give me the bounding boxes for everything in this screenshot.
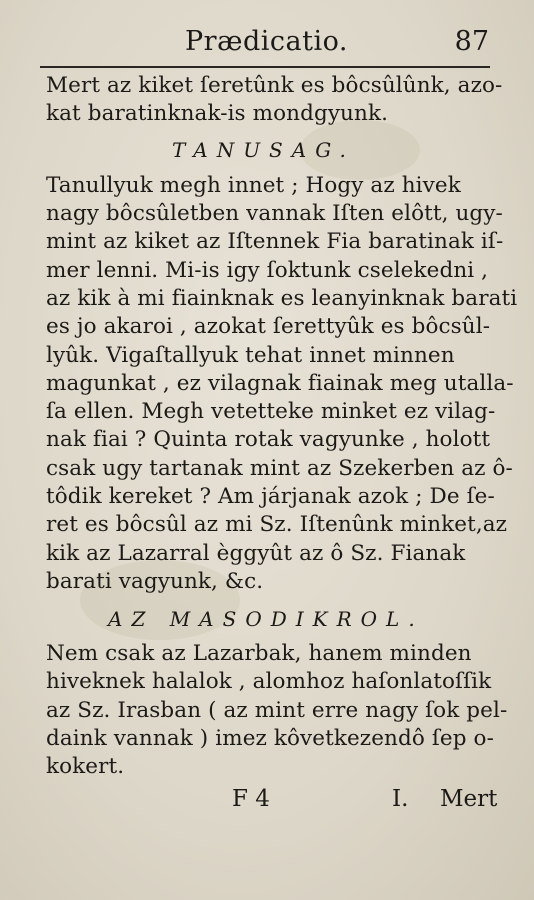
text-line: mer lenni. Mi-is igy ſoktunk cselekedni , bbox=[46, 258, 489, 283]
text-line: kokert. bbox=[46, 754, 125, 779]
footer-numeral: I. bbox=[392, 786, 409, 812]
text-line: Mert az kiket ſeretûnk es bôcsûlûnk, azo- bbox=[46, 73, 503, 98]
text-line: magunkat , ez vilagnak fiainak meg utalla- bbox=[46, 371, 514, 396]
text-line: barati vagyunk, &c. bbox=[46, 569, 264, 594]
page-number: 87 bbox=[454, 26, 489, 57]
text-line: nak fiai ? Quinta rotak vagyunke , holott bbox=[46, 427, 491, 452]
text-line: hiveknek halalok , alomhoz haſonlatoſſik bbox=[46, 669, 492, 694]
text-line: kik az Lazarral èggyût az ô Sz. Fianak bbox=[46, 541, 466, 566]
text-line: ſa ellen. Megh vetetteke minket ez vilag- bbox=[46, 399, 496, 424]
text-line: Tanullyuk megh innet ; Hogy az hivek bbox=[46, 173, 461, 198]
section-heading-masodikrol: AZ MASODIKROL. bbox=[108, 607, 424, 631]
header-rule bbox=[40, 66, 490, 68]
running-title: Prædicatio. bbox=[185, 26, 348, 57]
text-line: es jo akaroi , azokat ſerettyûk es bôcsûl- bbox=[46, 314, 491, 339]
text-line: ret es bôcsûl az mi Sz. Iſtenûnk minket,az bbox=[46, 512, 508, 537]
text-line: lyûk. Vigaſtallyuk tehat innet minnen bbox=[46, 343, 455, 368]
page-header bbox=[40, 22, 495, 62]
text-line: daink vannak ) imez kôvetkezendô ſep o- bbox=[46, 726, 494, 751]
text-line: csak ugy tartanak mint az Szekerben az ô- bbox=[46, 456, 513, 481]
text-line: nagy bôcsûletben vannak Iſten elôtt, ugy- bbox=[46, 201, 503, 226]
text-line: az Sz. Irasban ( az mint erre nagy ſok pel- bbox=[46, 698, 508, 723]
text-line: az kik à mi fiainknak es leanyinknak barati bbox=[46, 286, 518, 311]
section-heading-tanusag: TANUSAG. bbox=[172, 138, 355, 162]
text-line: tôdik kereket ? Am járjanak azok ; De ſe- bbox=[46, 484, 495, 509]
text-line: mint az kiket az Iſtennek Fia baratinak iſ- bbox=[46, 229, 504, 254]
signature-mark: F 4 bbox=[232, 786, 270, 812]
text-line: kat baratinknak-is mondgyunk. bbox=[46, 101, 389, 126]
catchword: Mert bbox=[440, 786, 498, 812]
text-line: Nem csak az Lazarbak, hanem minden bbox=[46, 641, 472, 666]
